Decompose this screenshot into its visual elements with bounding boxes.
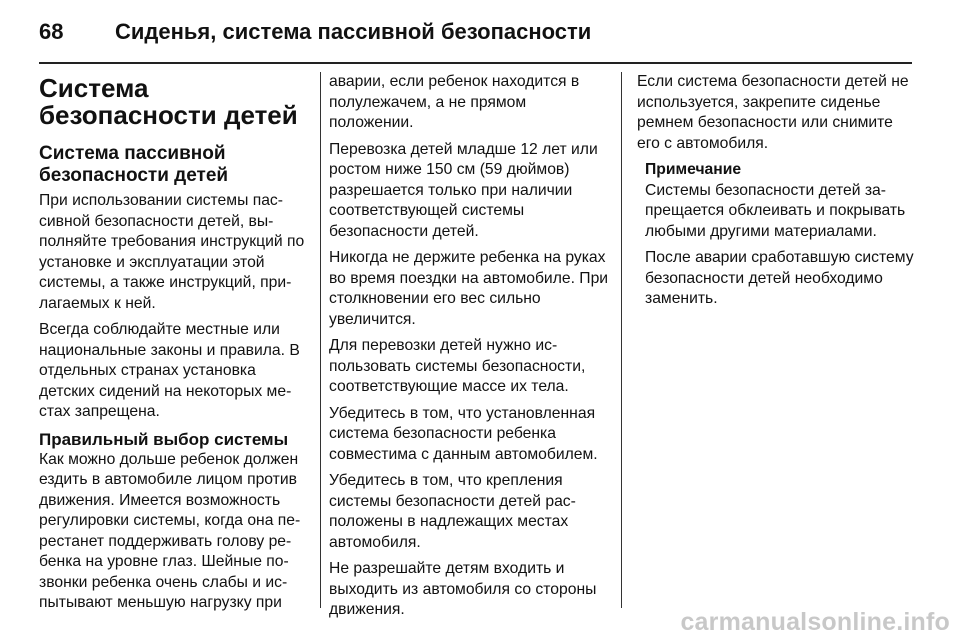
column-divider xyxy=(621,72,622,608)
paragraph: При использовании системы пассивной безопасности детей, выполняйте требования инструкций по установке и эксплуатации этой системы, а также инструкций, прилагаемых к ней. xyxy=(39,192,305,312)
paragraph: Никогда не держите ребенка на руках во время поездки на автомобиле. При столкновении его вес сильно увеличится. xyxy=(329,249,609,328)
paragraph: Убедитесь в том, что установленная система безопасности ребенка совместима с данным автомобилем. xyxy=(329,404,598,463)
paragraph: Не разрешайте детям входить и выходить из автомобиля со стороны движения. xyxy=(329,560,597,618)
watermark: carmanualsonline.info xyxy=(680,608,950,636)
paragraph: аварии, если ребенок находится в полулежачем, а не прямом положении. xyxy=(329,73,580,131)
paragraph: Всегда соблюдайте местные или национальные законы и правила. В отдельных странах установка детских сидений на некоторых местах запрещена. xyxy=(39,321,300,420)
header-rule xyxy=(39,62,912,64)
paragraph: Для перевозки детей нужно использовать системы безопасности, соответствующие массе их тела. xyxy=(329,337,586,395)
column-divider xyxy=(320,72,321,608)
note-paragraph: Системы безопасности детей запрещается обклеивать и покрывать любыми другими материалами. xyxy=(645,181,906,240)
note-paragraph: После аварии сработавшую систему безопасности детей необходимо заменить. xyxy=(645,249,914,307)
section-heading: Система безопасности детей xyxy=(39,73,298,130)
paragraph: Если система безопасности детей не используется, закрепите сиденье ремнем безопасности или снимите его с автомобиля. xyxy=(637,73,909,152)
paragraph: Перевозка детей младше 12 лет или ростом ниже 150 см (59 дюймов) разрешается только при наличии соответствующей системы безопасности детей. xyxy=(329,140,598,240)
running-title: Сиденья, система пассивной безопасности xyxy=(115,19,592,44)
paragraph: Убедитесь в том, что крепления системы безопасности детей расположены в надлежащих местах автомобиля. xyxy=(329,472,576,551)
page-number: 68 xyxy=(39,19,64,44)
note-title: Примечание xyxy=(645,161,742,178)
subsection-heading-2: Правильный выбор системы xyxy=(39,429,289,449)
column-middle xyxy=(329,72,610,627)
note-box xyxy=(637,160,917,310)
paragraph: Как можно дольше ребенок должен ездить в автомобиле лицом против движения. Имеется возможность регулировки системы, когда она перестанет поддерживать голову ребенка на уровне глаз. Шейные позвонки ребенка очень слабы и испытывают меньшую нагрузку при xyxy=(39,450,301,611)
subsection-heading: Система пассивной безопасности детей xyxy=(39,143,229,186)
page-header xyxy=(39,8,919,56)
column-left xyxy=(39,72,311,620)
column-right xyxy=(637,72,917,316)
